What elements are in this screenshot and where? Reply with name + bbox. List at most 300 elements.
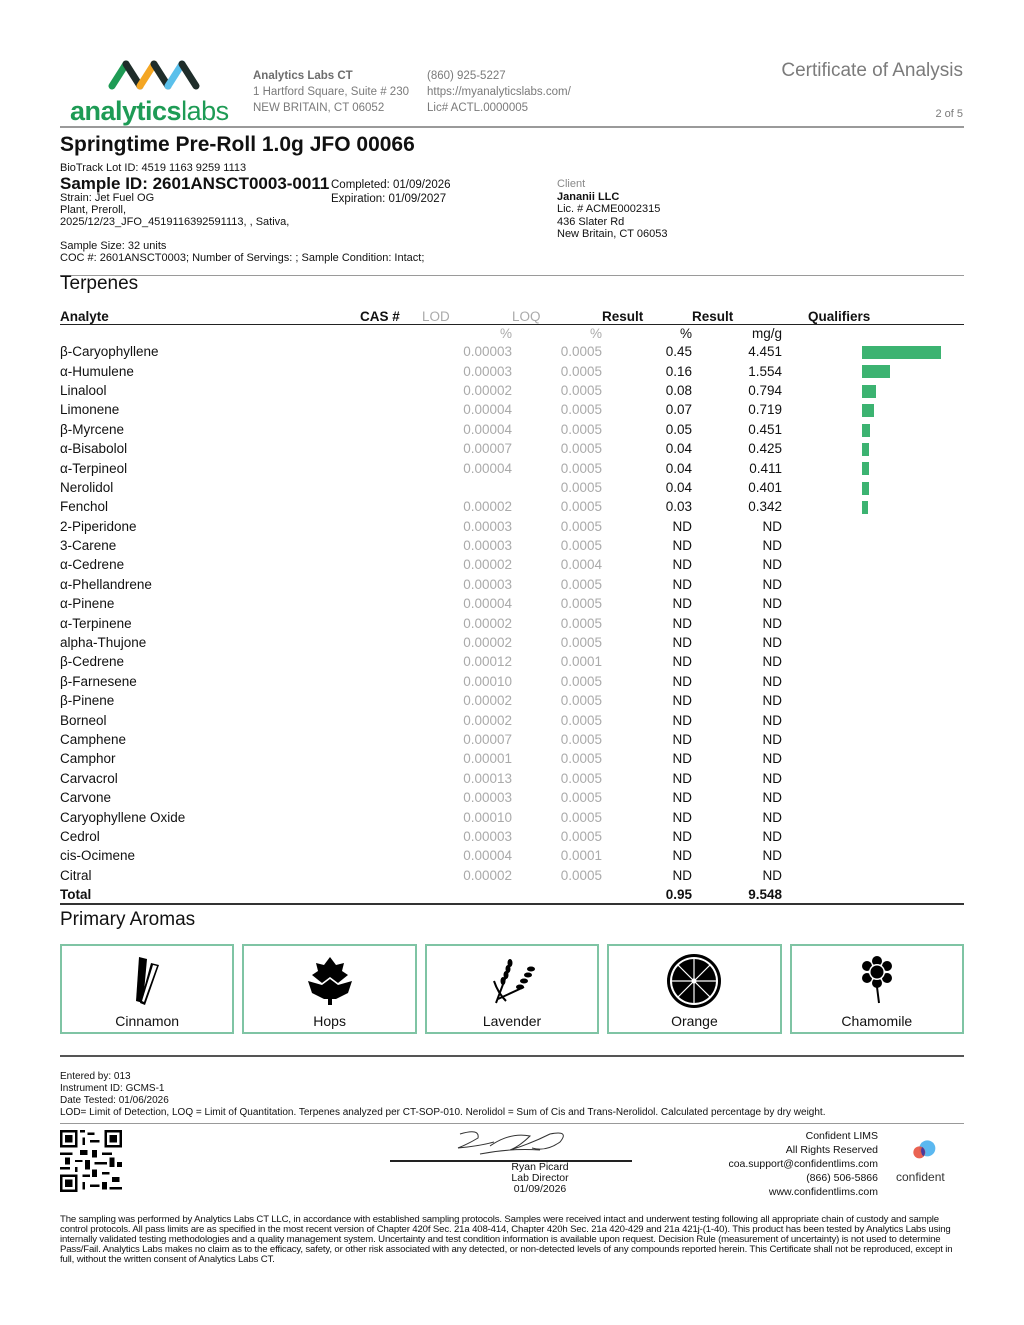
- loq-value: 0.0005: [560, 596, 602, 612]
- lod-value: 0.00013: [463, 770, 512, 786]
- result-bar: [862, 501, 868, 514]
- loq-value: 0.0004: [560, 557, 602, 573]
- analyte-name: β-Pinene: [60, 693, 115, 709]
- table-row: [60, 827, 964, 846]
- lod-value: 0.00002: [463, 557, 512, 573]
- cas-number: [360, 439, 422, 458]
- result-mg: ND: [762, 867, 782, 883]
- confident-wordmark: confident: [896, 1170, 945, 1184]
- total-pct: 0.95: [602, 885, 692, 904]
- result-pct: 0.04: [665, 479, 692, 495]
- analyte-name: Camphor: [60, 751, 116, 767]
- col-result-mg: Result: [692, 306, 782, 324]
- result-pct: ND: [672, 557, 692, 573]
- result-mg: ND: [762, 751, 782, 767]
- result-mg: ND: [762, 596, 782, 612]
- units-row: % % % mg/g: [499, 325, 782, 341]
- cas-number: [360, 710, 422, 729]
- qualifier-cell: [782, 749, 964, 768]
- loq-value: 0.0001: [560, 654, 602, 670]
- result-pct: ND: [672, 712, 692, 728]
- total-mg: 9.548: [692, 885, 782, 904]
- divider: [60, 126, 964, 128]
- lod-value: 0.00010: [463, 673, 512, 689]
- total-row: [60, 885, 964, 904]
- lims-name: Confident LIMS: [805, 1130, 878, 1142]
- analyte-name: Borneol: [60, 712, 107, 728]
- signature: [450, 1126, 580, 1162]
- loq-value: 0.0005: [560, 382, 602, 398]
- result-pct: ND: [672, 867, 692, 883]
- result-mg: ND: [762, 790, 782, 806]
- analyte-name: α-Terpinene: [60, 615, 132, 631]
- aromas-title: Primary Aromas: [60, 909, 196, 930]
- col-qualifiers: Qualifiers: [782, 306, 964, 324]
- loq-value: 0.0005: [560, 828, 602, 844]
- result-mg: 0.425: [748, 441, 782, 457]
- result-pct: 0.16: [665, 363, 692, 379]
- terpenes-table: [60, 306, 964, 905]
- cas-number: [360, 827, 422, 846]
- lod-value: 0.00004: [463, 596, 512, 612]
- qualifier-cell: [782, 594, 964, 613]
- cas-number: [360, 536, 422, 555]
- analyte-name: β-Farnesene: [60, 673, 137, 689]
- lod-value: 0.00003: [463, 344, 512, 360]
- aromas-grid: [60, 944, 964, 1034]
- lab-license: Lic# ACTL.0000005: [427, 102, 529, 114]
- result-bar: [862, 424, 870, 437]
- result-bar: [862, 346, 941, 359]
- document-title: Certificate of Analysis: [781, 60, 963, 81]
- loq-value: 0.0005: [560, 867, 602, 883]
- analytics-labs-logo: [62, 56, 237, 128]
- analyte-name: Fenchol: [60, 499, 109, 515]
- qualifier-cell: [782, 555, 964, 574]
- qualifier-cell: [782, 866, 964, 885]
- cas-number: [360, 497, 422, 516]
- lab-address-1: 1 Hartford Square, Suite # 230: [253, 86, 409, 98]
- analyte-name: Cedrol: [60, 828, 100, 844]
- loq-value: 0.0005: [560, 499, 602, 515]
- cas-number: [360, 361, 422, 380]
- result-pct: ND: [672, 751, 692, 767]
- result-pct: ND: [672, 615, 692, 631]
- batch: 2025/12/23_JFO_4519116392591113, , Sativa,: [60, 216, 290, 228]
- result-mg: 0.794: [748, 382, 782, 398]
- cas-number: [360, 749, 422, 768]
- analyte-name: Citral: [60, 867, 92, 883]
- table-row: [60, 613, 964, 632]
- result-pct: 0.03: [665, 499, 692, 515]
- disclaimer: The sampling was performed by Analytics Labs CT LLC, in accordance with established sampling protocols. Samples were received intact and underwent testing following all appropriate chain of custody and sample control protocols. All pass limits are as specified in the most recent version of Chapter 420f Sec. 21a 408-414, Chapter 420h Sec. 21a 420-429 and 21a 421j-(1-40). This product has been tested by Analytics Labs using internally validated testing methodologies and a quality management system. Uncertainty and test condition information is available upon request. Decision Rule (measurement of uncertainty) is not used to determine Pass/Fail. Analytics Labs makes no claim as to the efficacy, safety, or other risk associated with any detected, or non-detected levels of any compounds reported herein. This Certificate shall not be reproduced, except in full, without the written consent of Analytics Labs CT.: [60, 1214, 953, 1265]
- result-mg: 0.719: [748, 402, 782, 418]
- cas-number: [360, 691, 422, 710]
- lab-website-link[interactable]: https://myanalyticslabs.com/: [427, 86, 571, 98]
- result-pct: ND: [672, 576, 692, 592]
- sample-id: Sample ID: 2601ANSCT0003-0011: [60, 174, 330, 193]
- col-analyte: Analyte: [60, 306, 360, 324]
- signer-name: Ryan Picard: [511, 1161, 569, 1173]
- result-pct: ND: [672, 770, 692, 786]
- loq-value: 0.0005: [560, 809, 602, 825]
- result-mg: ND: [762, 712, 782, 728]
- qr-code-icon[interactable]: [60, 1130, 122, 1192]
- result-mg: 0.342: [748, 499, 782, 515]
- result-pct: ND: [672, 673, 692, 689]
- col-cas: CAS #: [360, 306, 422, 324]
- aroma-card-cinnamon: Cinnamon: [60, 944, 234, 1034]
- client-license: Lic. # ACME0002315: [557, 203, 661, 215]
- page-number: 2 of 5: [935, 108, 963, 120]
- lab-phone: (860) 925-5227: [427, 70, 506, 82]
- col-result-pct: Result: [602, 306, 692, 324]
- table-row: [60, 749, 964, 768]
- coc-info: COC #: 2601ANSCT0003; Number of Servings: ; Sample Condition: Intact;: [60, 252, 425, 264]
- lod-value: 0.00002: [463, 693, 512, 709]
- analyte-name: Limonene: [60, 402, 120, 418]
- table-row: [60, 710, 964, 729]
- result-bar: [862, 385, 876, 398]
- result-pct: ND: [672, 848, 692, 864]
- result-pct: ND: [672, 654, 692, 670]
- table-row: [60, 691, 964, 710]
- expiration-date: Expiration: 01/09/2027: [331, 193, 447, 205]
- logo-mark-icon: [104, 56, 234, 92]
- lod-value: 0.00003: [463, 576, 512, 592]
- result-mg: ND: [762, 732, 782, 747]
- cas-number: [360, 420, 422, 439]
- lab-contact: [427, 68, 571, 116]
- result-pct: ND: [672, 828, 692, 844]
- divider: [60, 1055, 964, 1057]
- qualifier-cell: [782, 769, 964, 788]
- col-lod: LOD: [422, 306, 512, 324]
- table-header-row: [60, 306, 964, 324]
- loq-value: 0.0005: [560, 363, 602, 379]
- cas-number: [360, 613, 422, 632]
- result-bar: [862, 482, 869, 495]
- confident-logo-icon: [896, 1139, 956, 1171]
- qualifier-cell: [782, 497, 964, 516]
- strain-info: [60, 192, 289, 228]
- result-bar: [862, 365, 890, 378]
- lod-value: 0.00003: [463, 828, 512, 844]
- lod-value: [422, 478, 512, 497]
- strain: Strain: Jet Fuel OG: [60, 192, 155, 204]
- divider: [60, 1123, 964, 1124]
- cas-number: [360, 400, 422, 419]
- cas-number: [360, 478, 422, 497]
- logo-wordmark: analyticslabs: [70, 96, 229, 126]
- result-mg: ND: [762, 693, 782, 709]
- lod-value: 0.00002: [463, 867, 512, 883]
- result-bar: [862, 443, 869, 456]
- table-row: [60, 381, 964, 400]
- loq-value: 0.0005: [560, 790, 602, 806]
- cas-number: [360, 342, 422, 361]
- qualifier-cell: [782, 827, 964, 846]
- table-row: [60, 439, 964, 458]
- analyte-name: β-Myrcene: [60, 421, 125, 437]
- lims-rights: All Rights Reserved: [785, 1144, 878, 1156]
- loq-value: 0.0005: [560, 732, 602, 747]
- table-row: [60, 478, 964, 497]
- table-row: [60, 458, 964, 477]
- test-metadata: [60, 1071, 825, 1119]
- qualifier-cell: [782, 342, 964, 361]
- qualifier-cell: [782, 458, 964, 477]
- dates: [331, 178, 451, 206]
- lims-phone: (866) 506-5866: [806, 1172, 878, 1184]
- client-address-2: New Britain, CT 06053: [557, 228, 668, 240]
- result-pct: ND: [672, 693, 692, 709]
- date-tested: Date Tested: 01/06/2026: [60, 1095, 169, 1106]
- qualifier-cell: [782, 400, 964, 419]
- analyte-name: α-Humulene: [60, 363, 134, 379]
- col-loq: LOQ: [512, 306, 602, 324]
- lod-value: 0.00002: [463, 635, 512, 651]
- lod-value: 0.00010: [463, 809, 512, 825]
- analyte-name: α-Phellandrene: [60, 576, 152, 592]
- loq-value: 0.0005: [560, 402, 602, 418]
- loq-value: 0.0005: [560, 421, 602, 437]
- result-bar: [862, 462, 869, 475]
- lod-value: 0.00002: [463, 382, 512, 398]
- result-mg: 0.401: [748, 479, 782, 495]
- cas-number: [360, 769, 422, 788]
- client-info: [557, 178, 667, 241]
- cas-number: [360, 652, 422, 671]
- analyte-name: Carvone: [60, 790, 112, 806]
- lod-value: 0.00003: [463, 790, 512, 806]
- cas-number: [360, 458, 422, 477]
- table-row: [60, 769, 964, 788]
- result-mg: ND: [762, 848, 782, 864]
- aroma-card-hops: Hops: [242, 944, 416, 1034]
- qualifier-cell: [782, 807, 964, 826]
- client-label: Client: [557, 178, 586, 190]
- cas-number: [360, 730, 422, 749]
- lod-value: 0.00003: [463, 538, 512, 554]
- lims-info: [728, 1129, 878, 1199]
- result-pct: 0.05: [665, 421, 692, 437]
- client-address-1: 436 Slater Rd: [557, 215, 625, 228]
- analyte-name: Linalool: [60, 382, 107, 398]
- loq-value: 0.0005: [560, 576, 602, 592]
- qualifier-cell: [782, 730, 964, 749]
- table-row: [60, 555, 964, 574]
- table-row: [60, 575, 964, 594]
- qualifier-cell: [782, 517, 964, 536]
- total-label: Total: [60, 885, 360, 904]
- loq-value: 0.0005: [560, 635, 602, 651]
- result-pct: ND: [672, 635, 692, 651]
- lims-website-link[interactable]: www.confidentlims.com: [768, 1186, 878, 1198]
- table-row: [60, 807, 964, 826]
- analyte-name: β-Cedrene: [60, 654, 125, 670]
- result-bar: [862, 404, 874, 417]
- result-mg: 4.451: [748, 344, 782, 360]
- aroma-card-orange: Orange: [607, 944, 781, 1034]
- lod-value: 0.00003: [463, 518, 512, 534]
- result-mg: 0.411: [749, 460, 782, 476]
- table-row: [60, 672, 964, 691]
- result-pct: 0.45: [665, 344, 692, 360]
- qualifier-cell: [782, 420, 964, 439]
- table-row: [60, 497, 964, 516]
- completed-date: Completed: 01/09/2026: [331, 179, 451, 191]
- analyte-name: β-Caryophyllene: [60, 344, 159, 360]
- lod-value: 0.00004: [463, 848, 512, 864]
- loq-value: 0.0005: [560, 344, 602, 360]
- result-mg: ND: [762, 576, 782, 592]
- result-mg: ND: [762, 770, 782, 786]
- qualifier-cell: [782, 575, 964, 594]
- qualifier-cell: [782, 672, 964, 691]
- qualifier-cell: [782, 381, 964, 400]
- lod-value: 0.00001: [463, 751, 512, 767]
- lod-value: 0.00004: [463, 421, 512, 437]
- lab-address-2: NEW BRITAIN, CT 06052: [253, 102, 385, 114]
- result-mg: ND: [762, 557, 782, 573]
- result-pct: ND: [672, 809, 692, 825]
- result-mg: ND: [762, 635, 782, 651]
- cas-number: [360, 575, 422, 594]
- result-pct: 0.08: [665, 382, 692, 398]
- lab-name: Analytics Labs CT: [253, 70, 353, 82]
- result-mg: 0.451: [748, 421, 782, 437]
- analyte-name: cis-Ocimene: [60, 848, 136, 864]
- result-mg: ND: [762, 654, 782, 670]
- result-pct: 0.07: [665, 402, 692, 418]
- lod-value: 0.00004: [463, 460, 512, 476]
- analyte-name: α-Bisabolol: [60, 441, 128, 457]
- result-pct: ND: [672, 518, 692, 534]
- qualifier-cell: [782, 691, 964, 710]
- cas-number: [360, 788, 422, 807]
- result-pct: 0.04: [665, 441, 692, 457]
- signer: [440, 1162, 640, 1195]
- hops-icon: [302, 953, 358, 1009]
- signer-title: Lab Director: [511, 1172, 569, 1184]
- qualifier-cell: [782, 536, 964, 555]
- table-row: [60, 866, 964, 885]
- result-mg: ND: [762, 538, 782, 554]
- cas-number: [360, 633, 422, 652]
- result-pct: 0.04: [665, 460, 692, 476]
- qualifier-cell: [782, 846, 964, 865]
- result-pct: ND: [672, 538, 692, 554]
- loq-value: 0.0005: [560, 770, 602, 786]
- analyte-name: Camphene: [60, 732, 127, 747]
- orange-icon: [666, 953, 722, 1009]
- entered-by: Entered by: 013: [60, 1071, 131, 1082]
- lod-value: 0.00007: [463, 441, 512, 457]
- qualifier-cell: [782, 788, 964, 807]
- lod-value: 0.00012: [463, 654, 512, 670]
- table-row: [60, 633, 964, 652]
- analyte-name: 2-Piperidone: [60, 518, 137, 534]
- result-mg: 1.554: [748, 363, 782, 379]
- product-type: Plant, Preroll,: [60, 204, 127, 216]
- loq-value: 0.0005: [560, 712, 602, 728]
- result-mg: ND: [762, 518, 782, 534]
- loq-value: 0.0005: [560, 441, 602, 457]
- cas-number: [360, 807, 422, 826]
- analyte-name: 3-Carene: [60, 538, 117, 554]
- loq-value: 0.0005: [560, 518, 602, 534]
- result-mg: ND: [762, 673, 782, 689]
- table-row: [60, 846, 964, 865]
- lavender-icon: [484, 953, 540, 1009]
- result-mg: ND: [762, 809, 782, 825]
- cinnamon-icon: [119, 953, 175, 1009]
- analyte-name: alpha-Thujone: [60, 635, 147, 651]
- lod-value: 0.00002: [463, 499, 512, 515]
- loq-value: 0.0005: [560, 460, 602, 476]
- table-row: [60, 730, 964, 749]
- cas-number: [360, 555, 422, 574]
- analyte-name: Caryophyllene Oxide: [60, 809, 186, 825]
- qualifier-cell: [782, 613, 964, 632]
- result-mg: ND: [762, 615, 782, 631]
- divider: [60, 275, 964, 276]
- terpenes-title: Terpenes: [60, 273, 139, 294]
- result-pct: ND: [672, 732, 692, 747]
- instrument-id: Instrument ID: GCMS-1: [60, 1083, 165, 1094]
- qualifier-cell: [782, 633, 964, 652]
- signer-date: 01/09/2026: [513, 1183, 567, 1195]
- qualifier-cell: [782, 478, 964, 497]
- lod-value: 0.00003: [463, 363, 512, 379]
- table-row: [60, 342, 964, 361]
- biotrack-lot-id: BioTrack Lot ID: 4519 1163 9259 1113: [60, 162, 247, 174]
- loq-value: 0.0005: [560, 479, 602, 495]
- qualifier-cell: [782, 361, 964, 380]
- analyte-name: Nerolidol: [60, 479, 114, 495]
- lod-value: 0.00007: [463, 732, 512, 747]
- lims-email-link[interactable]: coa.support@confidentlims.com: [728, 1158, 878, 1170]
- aroma-card-lavender: Lavender: [425, 944, 599, 1034]
- client-name: Jananii LLC: [557, 190, 620, 203]
- product-title: Springtime Pre-Roll 1.0g JFO 00066: [60, 133, 415, 156]
- cas-number: [360, 866, 422, 885]
- loq-value: 0.0005: [560, 538, 602, 554]
- method-note: LOD= Limit of Detection, LOQ = Limit of Quantitation. Terpenes analyzed per CT-SOP-010. Nerolidol = Sum of Cis and Trans-Nerolidol. Calculated percentage by dry weight.: [60, 1107, 826, 1118]
- sample-size: Sample Size: 32 units: [60, 240, 167, 252]
- cas-number: [360, 846, 422, 865]
- analyte-name: α-Terpineol: [60, 460, 128, 476]
- table-row: [60, 536, 964, 555]
- loq-value: 0.0005: [560, 751, 602, 767]
- table-row: [60, 420, 964, 439]
- qualifier-cell: [782, 439, 964, 458]
- lod-value: 0.00002: [463, 712, 512, 728]
- aroma-card-chamomile: Chamomile: [790, 944, 964, 1034]
- cas-number: [360, 517, 422, 536]
- qualifier-cell: [782, 710, 964, 729]
- analyte-name: α-Cedrene: [60, 557, 125, 573]
- table-row: [60, 788, 964, 807]
- table-row: [60, 594, 964, 613]
- analyte-name: α-Pinene: [60, 596, 115, 612]
- table-row: [60, 361, 964, 380]
- chamomile-icon: [849, 953, 905, 1009]
- cas-number: [360, 381, 422, 400]
- table-row: [60, 517, 964, 536]
- lod-value: 0.00004: [463, 402, 512, 418]
